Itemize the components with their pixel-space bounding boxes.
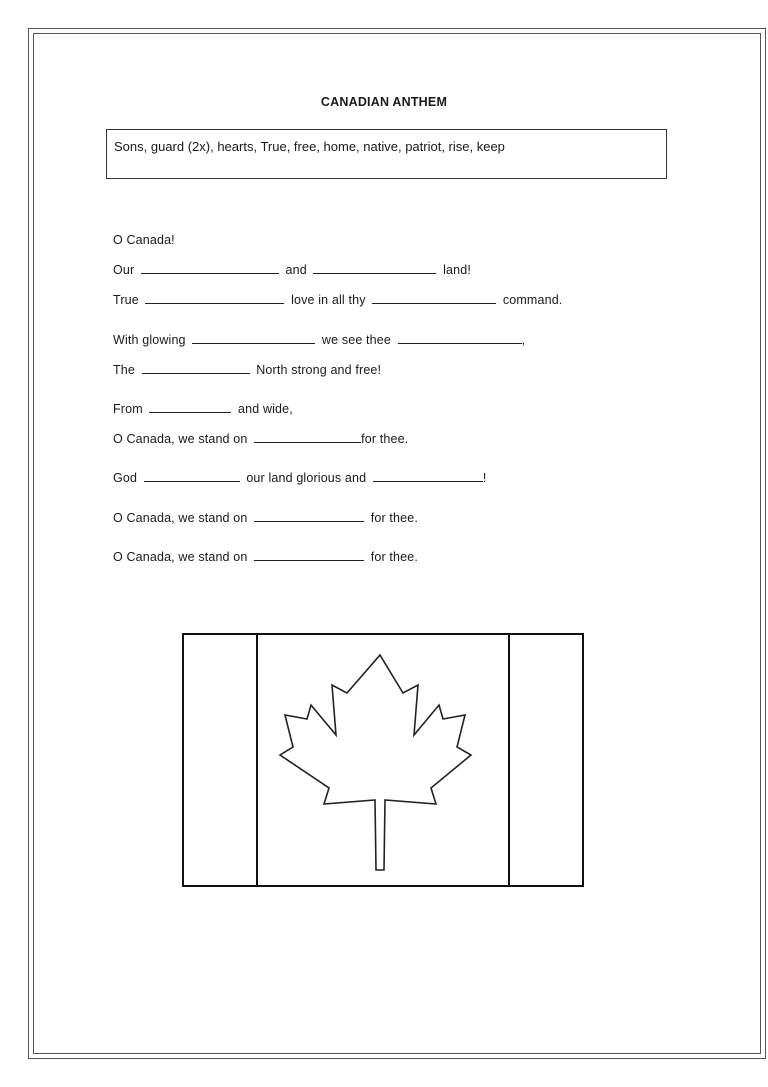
- page-title: CANADIAN ANTHEM: [320, 95, 448, 109]
- lyric-text: for thee.: [370, 511, 418, 525]
- lyric-text: for thee.: [370, 550, 418, 564]
- lyric-text: ,: [521, 333, 526, 347]
- lyric-text: With glowing: [113, 333, 186, 347]
- word-bank-box: [106, 129, 667, 179]
- lyric-line-4: [113, 332, 525, 347]
- lyric-text: O Canada!: [113, 233, 175, 247]
- lyric-text: North strong and free!: [256, 363, 382, 377]
- fill-blank[interactable]: [142, 362, 250, 374]
- lyric-text: our land glorious and: [246, 471, 367, 485]
- lyric-text: land!: [443, 263, 471, 277]
- lyric-line-10: [113, 549, 418, 564]
- lyric-text: Our: [113, 263, 135, 277]
- lyric-text: O Canada, we stand on: [113, 550, 248, 564]
- lyric-text: True: [113, 293, 139, 307]
- lyric-text: and wide,: [238, 402, 293, 416]
- fill-blank[interactable]: [254, 431, 361, 443]
- lyric-text: The: [113, 363, 135, 377]
- fill-blank[interactable]: [313, 262, 436, 274]
- lyric-line-3: [113, 292, 562, 307]
- lyric-line-5: [113, 362, 381, 377]
- lyric-text: God: [113, 471, 138, 485]
- lyric-text: we see thee: [321, 333, 391, 347]
- fill-blank[interactable]: [254, 549, 364, 561]
- fill-blank[interactable]: [254, 510, 364, 522]
- lyric-line-8: [113, 470, 486, 485]
- lyric-text: command.: [502, 293, 563, 307]
- lyric-line-9: [113, 510, 418, 525]
- fill-blank[interactable]: [398, 332, 522, 344]
- lyric-line-6: [113, 401, 293, 416]
- canada-flag-icon: [182, 633, 584, 887]
- fill-blank[interactable]: [192, 332, 315, 344]
- lyric-line-7: [113, 431, 408, 446]
- lyric-line-2: [113, 262, 471, 277]
- fill-blank[interactable]: [373, 470, 483, 482]
- lyric-line-1: [113, 233, 175, 247]
- fill-blank[interactable]: [372, 292, 496, 304]
- page-border-inner: [33, 33, 761, 1054]
- fill-blank[interactable]: [144, 470, 240, 482]
- fill-blank[interactable]: [141, 262, 279, 274]
- word-bank-text: Sons, guard (2x), hearts, True, free, home, native, patriot, rise, keep: [114, 139, 505, 154]
- lyric-text: !: [482, 471, 487, 485]
- lyric-text: From: [113, 402, 143, 416]
- lyric-text: and: [285, 263, 307, 277]
- fill-blank[interactable]: [145, 292, 284, 304]
- lyric-text: O Canada, we stand on: [113, 511, 248, 525]
- lyric-text: O Canada, we stand on: [113, 432, 248, 446]
- lyric-text: love in all thy: [291, 293, 366, 307]
- fill-blank[interactable]: [149, 401, 231, 413]
- lyric-text: for thee.: [361, 432, 409, 446]
